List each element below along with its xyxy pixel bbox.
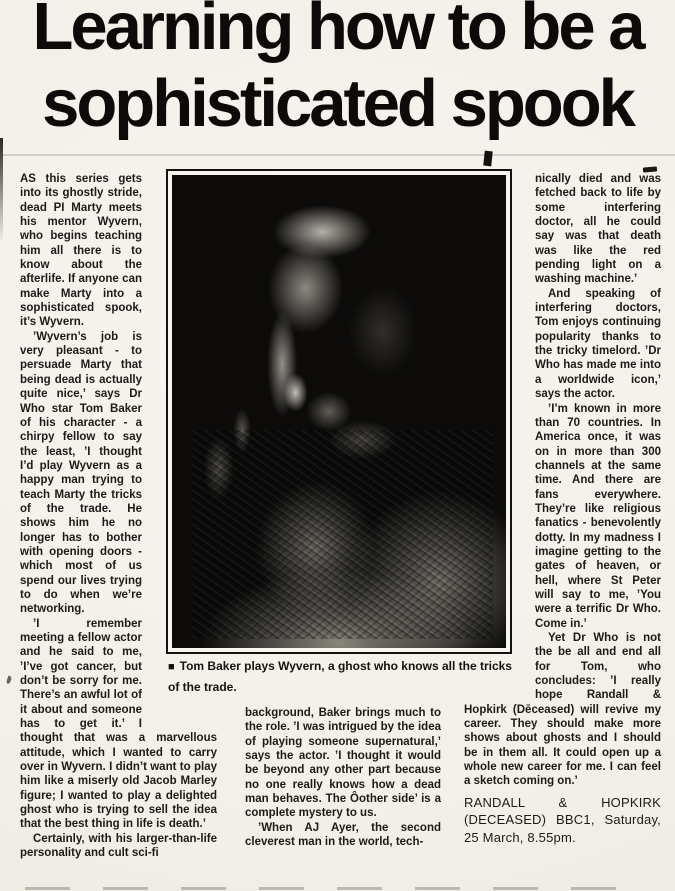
paragraph: nically died and was fetched back to life by some interfering doctor, all he could say was that death was like the red pending light on a washing machine.’ — [535, 173, 661, 286]
paragraph: And speaking of interfering doctors, Tom enjoys continuing popularity thanks to the tricky timelord. ’Dr Who has made me into a worldwide icon,’ says the actor. — [535, 287, 661, 401]
column-right — [464, 172, 661, 846]
caption-square-icon: ■ — [168, 661, 175, 673]
scan-streak — [0, 154, 675, 156]
scan-bottom-edge — [25, 887, 645, 890]
broadcast-credit: RANDALL & HOPKIRK (DECEASED) BBC1, Saturday, 25 March, 8.55pm. — [464, 794, 661, 845]
ink-speck — [6, 676, 12, 685]
caption-text: Tom Baker plays Wyvern, a ghost who knows all the tricks of the trade. — [168, 659, 512, 694]
photo-wrap-spacer — [464, 172, 535, 689]
headline-line2: sophisticated spook — [42, 66, 633, 141]
scan-edge-mark — [0, 138, 3, 243]
paragraph: background, Baker brings much to the role. ’I was intrigued by the idea of playing someone supernatural,’ says the actor. ’I thought it would be beyond any other part because no one really knows how a dead man behaves. The Ôother side’ is a complete mystery to us. — [245, 707, 441, 820]
photo-knit-texture — [192, 430, 493, 638]
article-photo-frame — [166, 169, 512, 654]
tom-baker-photo — [172, 175, 506, 648]
paragraph: Certainly, with his larger-than-life personality and cult sci-fi — [20, 832, 217, 860]
paragraph: ’I’m known in more than 70 countries. In America once, it was on in more than 300 channels at the same time. And there are fans everywhere. They’re like religious fanatics - benevolently dotty. In my madness I imagine getting to the gates of heaven, or hell, where St Peter will say to me, ’You were a terrific Dr Who. Come in.’ — [535, 402, 661, 630]
paragraph: Yet Dr Who is not the be all and end all for Tom, who concludes: ’I really hope Randall & Hopkirk (Dēceased) will revive my career. They should make more shows about ghosts and I should be in them all. It could open up a whole new career for me. I can feel a sketch coming on.’ — [464, 632, 661, 788]
column-middle — [245, 706, 441, 849]
paragraph: ’When AJ Ayer, the second cleverest man in the world, tech- — [245, 821, 441, 849]
headline-line1: Learning how to be a — [32, 0, 643, 64]
article-headline — [0, 0, 675, 142]
intro-paragraph: AS this series gets into its ghostly stride, dead PI Marty meets his mentor Wyvern, who begins teaching him all there is to know about the afterlife. If anyone can make Marty into a sophisticated spook, it’s Wyvern. — [20, 173, 142, 329]
paragraph: ’Wyvern’s job is very pleasant - to persuade Marty that being dead is actually quite nice,’ says Dr Who star Tom Baker of his character - a chirpy fellow to say the least, ’I thought I’d play Wyvern as a happy man trying to teach Marty the tricks of the trade. He shows him he no longer has to bother with opening doors - which most of us spend our lives trying to do when we’re networking. — [20, 330, 142, 616]
paragraph: ’I remember meeting a fellow actor and he said to me, ’I’ve got cancer, but don’t be sorry for me. There’s an awful lot of it about and someone has to get it.’ I thought that was a marvellous attitude, which I wanted to carry over in Wyvern. I didn’t want to play him like a miserly old Jacob Marley figure; I wanted to play a delighted ghost who is trying to sell the idea that the best thing in life is death.’ — [20, 617, 217, 831]
ink-tick-mark — [483, 151, 493, 167]
